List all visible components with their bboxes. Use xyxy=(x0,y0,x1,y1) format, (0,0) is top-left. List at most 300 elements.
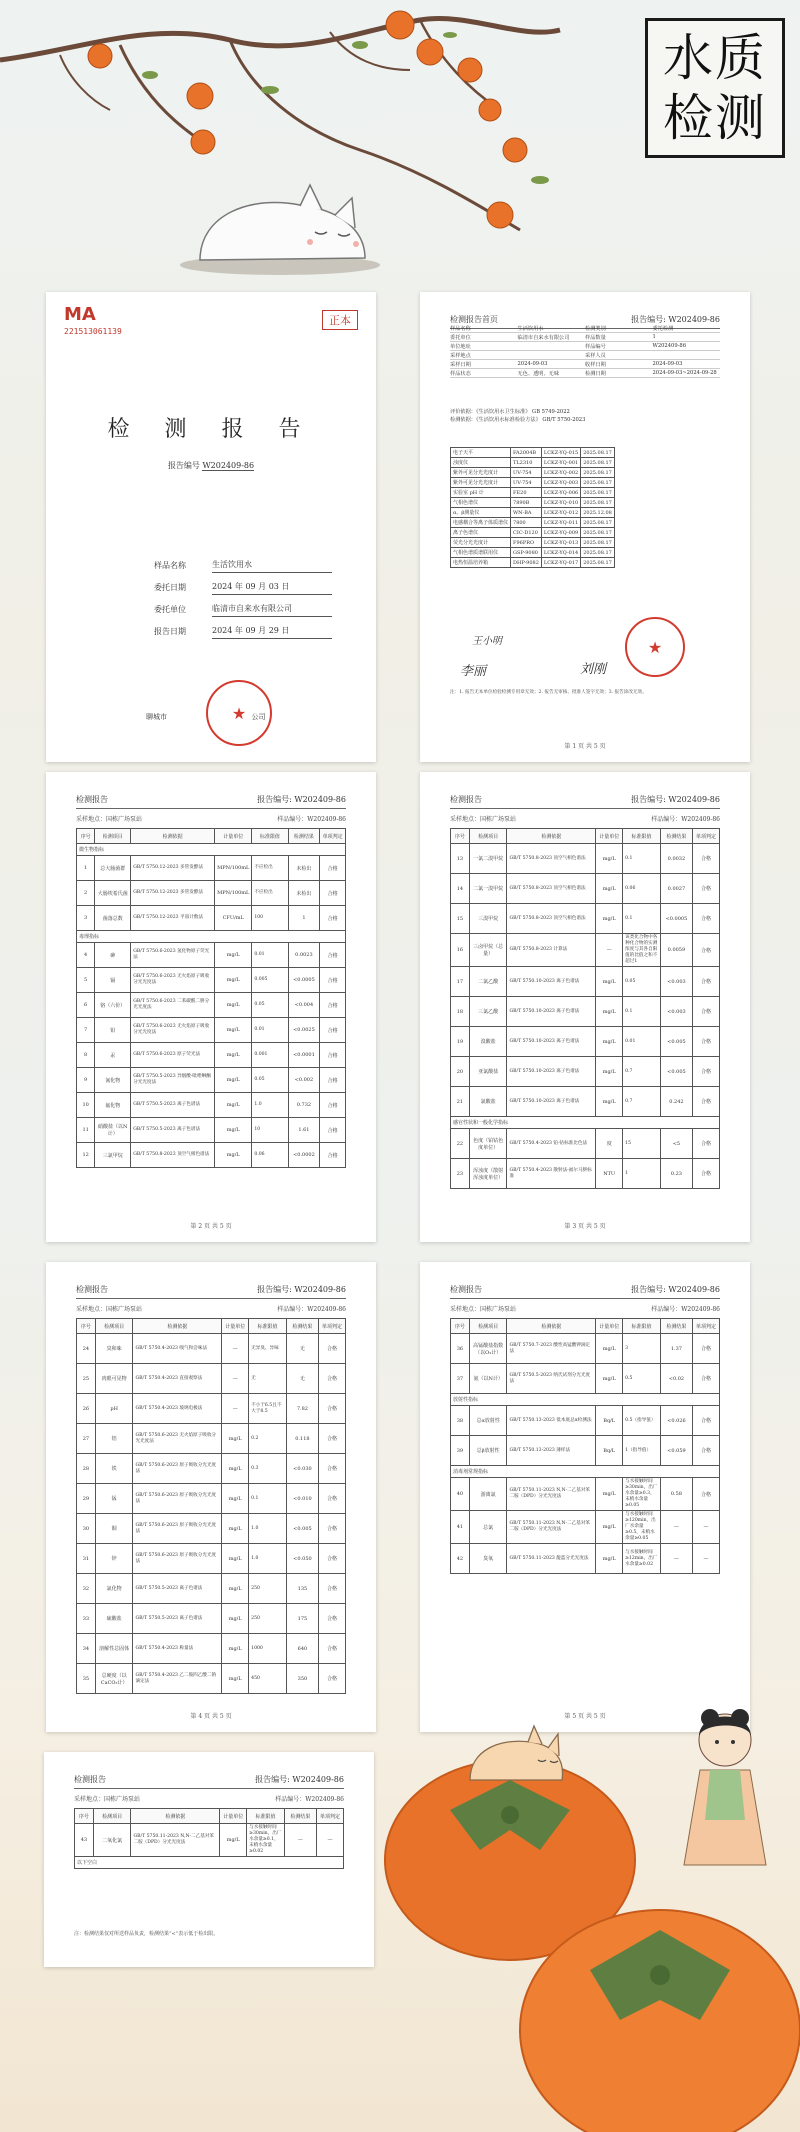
cell-no: 14 xyxy=(451,874,470,904)
cell-no: 36 xyxy=(451,1334,470,1364)
column-header: 计量单位 xyxy=(596,1319,623,1334)
cell-result: 7.82 xyxy=(286,1394,318,1424)
cell-result: — xyxy=(660,1511,692,1544)
cell-judge: 合格 xyxy=(319,1394,346,1424)
cell-method: GB/T 5750.6-2023 原子吸收分光光度法 xyxy=(133,1454,222,1484)
column-header: 检测项目 xyxy=(95,829,131,844)
cell-judge: 合格 xyxy=(693,904,720,934)
cell-method: GB/T 5750.11-2023 N,N-二乙基对苯二胺（DPD）分光光度法 xyxy=(507,1511,596,1544)
cell-limit: 1.0 xyxy=(249,1544,287,1574)
cell-no: 43 xyxy=(75,1824,94,1857)
company-tail: 公司 xyxy=(251,713,266,721)
cell-limit: 450 xyxy=(249,1664,287,1694)
cell-result: 无 xyxy=(286,1334,318,1364)
table-row xyxy=(451,1511,720,1544)
instrument-cell: 2025.08.17 xyxy=(581,478,615,488)
cell-limit: 无 xyxy=(249,1364,287,1394)
instrument-cell: UV-754 xyxy=(511,468,542,478)
official-seal: ★ xyxy=(206,680,272,746)
table-row xyxy=(77,1484,346,1514)
cell-unit: — xyxy=(222,1394,249,1424)
cell-unit: mg/L xyxy=(222,1544,249,1574)
cell-unit: 度 xyxy=(596,1129,623,1159)
cell-method: GB/T 5750.5-2023 离子色谱法 xyxy=(133,1604,222,1634)
cell-no: 37 xyxy=(451,1364,470,1394)
cell-limit: 0.001 xyxy=(252,1043,288,1068)
table-row xyxy=(77,856,346,881)
cell-limit: 0.5 xyxy=(623,1364,661,1394)
cell-no: 2 xyxy=(77,881,95,906)
cell-no: 6 xyxy=(77,993,95,1018)
info-cell: 采样地点 xyxy=(450,352,471,359)
instrument-cell: 气相色谱仪 xyxy=(451,498,511,508)
cell-result: <0.004 xyxy=(288,993,320,1018)
column-header: 标准限值 xyxy=(623,829,661,844)
column-header: 标准限值 xyxy=(247,1809,285,1824)
instrument-cell: FA2004B xyxy=(511,448,542,458)
table-row xyxy=(77,1454,346,1484)
doc-header-left: 检测报告 xyxy=(76,795,108,804)
cover-field-row xyxy=(154,576,332,598)
standards-block xyxy=(450,408,585,424)
sample-number: 样品编号：W202409-86 xyxy=(651,816,720,823)
cell-limit: 该类化合物中各种化合物的实测浓度与其各自限值的比值之和不超过1 xyxy=(623,934,661,967)
cell-unit: mg/L xyxy=(596,967,623,997)
cell-method: GB/T 5750.13-2023 低本底总α检测法 xyxy=(507,1406,596,1436)
cell-limit: 无异臭、异味 xyxy=(249,1334,287,1364)
table-row xyxy=(77,1093,346,1118)
instrument-cell: 紫外可见分光光度计 xyxy=(451,478,511,488)
cell-item: 总氯 xyxy=(469,1511,507,1544)
cell-unit: mg/L xyxy=(222,1484,249,1514)
cell-item: 总硬度（以CaCO₃计） xyxy=(95,1664,133,1694)
column-header: 检测依据 xyxy=(507,829,596,844)
cell-unit: mg/L xyxy=(596,904,623,934)
info-row xyxy=(450,342,720,351)
cell-judge: 合格 xyxy=(319,1544,346,1574)
cell-method: GB/T 5750.11-2023 N,N-二乙基对苯二胺（DPD）分光光度法 xyxy=(131,1824,220,1857)
cell-result: 0.58 xyxy=(660,1478,692,1511)
cell-result: 1.61 xyxy=(288,1118,320,1143)
cell-no: 25 xyxy=(77,1364,96,1394)
cell-limit: 0.06 xyxy=(623,874,661,904)
cell-limit: 1.0 xyxy=(249,1514,287,1544)
cell-limit: 0.1 xyxy=(623,997,661,1027)
instrument-cell: 7890B xyxy=(511,498,542,508)
cell-judge: 合格 xyxy=(320,943,346,968)
cat-on-persimmon-illustration xyxy=(460,1720,570,1790)
cell-judge: 合格 xyxy=(320,1118,346,1143)
cell-judge: 合格 xyxy=(320,1018,346,1043)
cell-unit: mg/L xyxy=(222,1454,249,1484)
cell-method: GB/T 5750.5-2023 离子色谱法 xyxy=(131,1118,215,1143)
cell-judge: 合格 xyxy=(320,1093,346,1118)
cell-judge: 合格 xyxy=(693,1406,720,1436)
doc-header xyxy=(450,794,720,809)
cell-method: GB/T 5750.10-2023 离子色谱法 xyxy=(507,1027,596,1057)
cell-result: <0.02 xyxy=(660,1364,692,1394)
table-header-row xyxy=(451,1319,720,1334)
cell-no: 28 xyxy=(77,1454,96,1484)
cell-no: 42 xyxy=(451,1544,470,1574)
column-header: 检测结果 xyxy=(660,1319,692,1334)
cell-limit: 0.5（指导值） xyxy=(623,1406,661,1436)
table-row xyxy=(451,1057,720,1087)
cell-method: GB/T 5750.4-2023 嗅气和尝味法 xyxy=(133,1334,222,1364)
results-table xyxy=(76,1318,346,1694)
info-cell: 样品状态 xyxy=(450,370,471,377)
cell-unit: mg/L xyxy=(222,1604,249,1634)
table-header-row xyxy=(451,829,720,844)
cell-result: <0.0005 xyxy=(660,904,692,934)
cell-result: 135 xyxy=(286,1574,318,1604)
doc-header xyxy=(76,794,346,809)
cell-unit: mg/L xyxy=(596,1544,623,1574)
instrument-row xyxy=(451,558,615,568)
cell-no: 22 xyxy=(451,1129,470,1159)
table-row xyxy=(451,904,720,934)
instrument-cell: LCKZ-YQ-010 xyxy=(541,498,580,508)
cell-item: 大肠埃希氏菌 xyxy=(95,881,131,906)
cell-method: GB/T 5750.6-2023 二苯碳酰二肼分光光度法 xyxy=(131,993,215,1018)
cell-unit: mg/L xyxy=(215,1068,252,1093)
instrument-cell: LCKZ-YQ-009 xyxy=(541,528,580,538)
cell-result: 0.0032 xyxy=(660,844,692,874)
doc-header-left: 检测报告 xyxy=(76,1285,108,1294)
signature-reviewer: 李丽 xyxy=(460,664,487,679)
doc-header-right: 报告编号: W202409-86 xyxy=(631,315,720,324)
cell-unit: mg/L xyxy=(222,1634,249,1664)
cell-result: <0.0025 xyxy=(288,1018,320,1043)
section-row xyxy=(451,1117,720,1129)
cell-method: GB/T 5750.5-2023 纳氏试剂分光光度法 xyxy=(507,1364,596,1394)
cell-item: 菌落总数 xyxy=(95,906,131,931)
cell-unit: mg/L xyxy=(596,844,623,874)
cell-item: 锌 xyxy=(95,1544,133,1574)
instrument-cell: FE20 xyxy=(511,488,542,498)
cover-field-row xyxy=(154,620,332,642)
instrument-cell: 电感耦合等离子体质谱仪 xyxy=(451,518,511,528)
cell-no: 20 xyxy=(451,1057,470,1087)
instrument-cell: LCKZ-YQ-011 xyxy=(541,518,580,528)
cell-judge: 合格 xyxy=(693,1436,720,1466)
cell-no: 1 xyxy=(77,856,95,881)
cell-method: GB/T 5750.7-2023 酸性高锰酸钾滴定法 xyxy=(507,1334,596,1364)
column-header: 单项判定 xyxy=(317,1809,344,1824)
cover-field-key: 委托日期 xyxy=(154,582,186,592)
column-header: 序号 xyxy=(451,829,470,844)
instrument-cell: CIC-D120 xyxy=(511,528,542,538)
cell-result: 350 xyxy=(286,1664,318,1694)
table-row xyxy=(77,1143,346,1168)
column-header: 计量单位 xyxy=(222,1319,249,1334)
report-page xyxy=(420,1262,750,1732)
results-table xyxy=(450,828,720,1189)
cell-limit: 0.01 xyxy=(623,1027,661,1057)
doc-header-left: 检测报告 xyxy=(450,795,482,804)
instrument-cell: LCKZ-YQ-006 xyxy=(541,488,580,498)
instrument-row xyxy=(451,508,615,518)
cell-item: 三溴甲烷 xyxy=(469,904,507,934)
cell-method: GB/T 5750.4-2023 称量法 xyxy=(133,1634,222,1664)
cell-unit: mg/L xyxy=(222,1514,249,1544)
table-row xyxy=(77,1514,346,1544)
table-row xyxy=(75,1824,344,1857)
cell-no: 40 xyxy=(451,1478,470,1511)
column-header: 检测依据 xyxy=(131,1809,220,1824)
column-header: 序号 xyxy=(77,1319,96,1334)
table-header-row xyxy=(75,1809,344,1824)
cell-limit: 0.1 xyxy=(623,904,661,934)
cell-no: 32 xyxy=(77,1574,96,1604)
cell-item: 臭氧 xyxy=(469,1544,507,1574)
cell-unit: mg/L xyxy=(215,943,252,968)
instrument-cell: F96PRO xyxy=(511,538,542,548)
cell-item: 氟化物 xyxy=(95,1093,131,1118)
cell-result: 0.0059 xyxy=(660,934,692,967)
instrument-cell: LCKZ-YQ-012 xyxy=(541,508,580,518)
instrument-row xyxy=(451,468,615,478)
doc-subheader xyxy=(450,1304,720,1314)
cell-judge: 合格 xyxy=(320,856,346,881)
cell-judge: 合格 xyxy=(320,906,346,931)
cell-method: GB/T 5750.8-2023 顶空气相色谱法 xyxy=(507,844,596,874)
cell-limit: 0.01 xyxy=(252,943,288,968)
report-page xyxy=(46,772,376,1242)
instrument-row xyxy=(451,498,615,508)
doc-subheader xyxy=(76,1304,346,1314)
cell-unit: — xyxy=(222,1364,249,1394)
info-cell: 2024-09-03 xyxy=(652,361,683,367)
cell-method: GB/T 5750.6-2023 无火焰原子吸收分光光度法 xyxy=(133,1424,222,1454)
table-row xyxy=(77,1604,346,1634)
table-row xyxy=(77,1664,346,1694)
original-stamp: 正本 xyxy=(322,310,358,330)
cell-item: 锰 xyxy=(95,1484,133,1514)
doc-header-left: 检测报告首页 xyxy=(450,315,498,324)
column-header: 标准限值 xyxy=(623,1319,661,1334)
cell-result: 0.0023 xyxy=(288,943,320,968)
cell-judge: 合格 xyxy=(319,1424,346,1454)
cell-no: 18 xyxy=(451,997,470,1027)
cell-no: 33 xyxy=(77,1604,96,1634)
instrument-cell: 电子天平 xyxy=(451,448,511,458)
cell-limit: 0.01 xyxy=(252,1018,288,1043)
cell-limit: 10 xyxy=(252,1118,288,1143)
table-row xyxy=(77,968,346,993)
column-header: 检测依据 xyxy=(507,1319,596,1334)
instrument-cell: 2025.08.17 xyxy=(581,488,615,498)
cell-item: 镉 xyxy=(95,968,131,993)
info-cell: W202409-86 xyxy=(652,343,686,349)
cell-no: 39 xyxy=(451,1436,470,1466)
cell-method: GB/T 5750.11-2023 N,N-二乙基对苯二胺（DPD）分光光度法 xyxy=(507,1478,596,1511)
table-row xyxy=(77,943,346,968)
sampling-location: 采样地点：国栋广场泵站 xyxy=(76,1306,143,1313)
report-no-label: 报告编号 xyxy=(167,461,200,470)
column-header: 单项判定 xyxy=(693,829,720,844)
cell-no: 3 xyxy=(77,906,95,931)
cell-judge: 合格 xyxy=(693,1129,720,1159)
cell-unit: mg/L xyxy=(215,1043,252,1068)
cell-limit: 1 xyxy=(623,1159,661,1189)
blank-row xyxy=(75,1857,344,1869)
table-row xyxy=(451,967,720,997)
title-line-1: 水质 xyxy=(663,29,767,87)
cell-method: GB/T 5750.10-2023 离子色谱法 xyxy=(507,997,596,1027)
column-header: 单项判定 xyxy=(319,1319,346,1334)
column-header: 序号 xyxy=(77,829,95,844)
instrument-cell: 2025.08.17 xyxy=(581,458,615,468)
cell-no: 15 xyxy=(451,904,470,934)
instrument-row xyxy=(451,538,615,548)
table-row xyxy=(451,1087,720,1117)
cell-item: 氨（以N计） xyxy=(469,1364,507,1394)
table-row xyxy=(451,1406,720,1436)
cell-item: 氯化物 xyxy=(95,1574,133,1604)
cell-method: GB/T 5750.6-2023 无火焰原子吸收分光光度法 xyxy=(131,1018,215,1043)
cell-item: 二氯乙酸 xyxy=(469,967,507,997)
cell-item: 总大肠菌群 xyxy=(95,856,131,881)
cell-item: 铜 xyxy=(95,1514,133,1544)
cell-result: <0.005 xyxy=(660,1027,692,1057)
cell-judge: 合格 xyxy=(693,1057,720,1087)
cell-judge: 合格 xyxy=(693,1087,720,1117)
table-row xyxy=(77,1544,346,1574)
cell-judge: 合格 xyxy=(319,1484,346,1514)
cell-result: 0.0027 xyxy=(660,874,692,904)
cell-judge: 合格 xyxy=(319,1604,346,1634)
instrument-cell: 实验室 pH 计 xyxy=(451,488,511,498)
cell-item: 亚氯酸盐 xyxy=(469,1057,507,1087)
cell-limit: 与水接触时间≥30min，出厂水余量≥0.1，末梢水余量≥0.02 xyxy=(247,1824,285,1857)
girl-illustration xyxy=(670,1700,780,1870)
column-header: 序号 xyxy=(451,1319,470,1334)
cell-unit: Bq/L xyxy=(596,1436,623,1466)
info-row xyxy=(450,333,720,342)
instrument-row xyxy=(451,548,615,558)
info-cell: 样品编号 xyxy=(585,343,606,350)
page-number: 第 5 页 共 5 页 xyxy=(564,1713,606,1720)
cell-no: 26 xyxy=(77,1394,96,1424)
report-no-value: W202409-86 xyxy=(202,461,255,470)
cell-no: 41 xyxy=(451,1511,470,1544)
cell-item: 氯酸盐 xyxy=(469,1087,507,1117)
cell-result: 未检出 xyxy=(288,856,320,881)
cell-judge: 合格 xyxy=(320,1068,346,1093)
info-cell: 采样日期 xyxy=(450,361,471,368)
table-row xyxy=(451,1129,720,1159)
cell-unit: mg/L xyxy=(596,1334,623,1364)
cell-judge: 合格 xyxy=(693,1027,720,1057)
cell-method: GB/T 5750.6-2023 原子吸收分光光度法 xyxy=(133,1514,222,1544)
cell-item: 三卤甲烷（总量） xyxy=(469,934,507,967)
cell-item: 氰化物 xyxy=(95,1068,131,1093)
info-row xyxy=(450,351,720,360)
cell-no: 4 xyxy=(77,943,95,968)
cell-item: 游离氯 xyxy=(469,1478,507,1511)
cell-judge: — xyxy=(693,1511,720,1544)
table-row xyxy=(77,1424,346,1454)
column-header: 单项判定 xyxy=(320,829,346,844)
instrument-cell: LCKZ-YQ-017 xyxy=(541,558,580,568)
table-header-row xyxy=(77,829,346,844)
cell-item: 铬（六价） xyxy=(95,993,131,1018)
cell-judge: 合格 xyxy=(320,968,346,993)
cell-item: 铅 xyxy=(95,1018,131,1043)
cell-unit: mg/L xyxy=(596,1057,623,1087)
cell-unit: mg/L xyxy=(596,1087,623,1117)
doc-header-right: 报告编号: W202409-86 xyxy=(257,1285,346,1294)
instrument-cell: 2025.08.17 xyxy=(581,518,615,528)
column-header: 计量单位 xyxy=(215,829,252,844)
cell-item: 铝 xyxy=(95,1424,133,1454)
sleeping-cat-illustration xyxy=(170,170,390,280)
cell-method: GB/T 5750.12-2023 多管发酵法 xyxy=(131,881,215,906)
info-cell: 2024-09-03~2024-09-28 xyxy=(652,370,717,376)
cell-judge: 合格 xyxy=(319,1514,346,1544)
cell-judge: 合格 xyxy=(693,967,720,997)
instrument-cell: LCKZ-YQ-014 xyxy=(541,548,580,558)
cell-result: 1 xyxy=(288,906,320,931)
doc-header-left: 检测报告 xyxy=(450,1285,482,1294)
cell-limit: 0.005 xyxy=(252,968,288,993)
cell-limit: 0.05 xyxy=(623,967,661,997)
cell-limit: 0.05 xyxy=(252,1068,288,1093)
cell-no: 21 xyxy=(451,1087,470,1117)
report-page xyxy=(44,1752,374,1967)
instrument-cell: LCKZ-YQ-001 xyxy=(541,458,580,468)
cover-field-value: 2024 年 09 月 29 日 xyxy=(212,624,332,639)
instrument-cell: 7800 xyxy=(511,518,542,528)
cell-result: 0.118 xyxy=(286,1424,318,1454)
cell-result: 0.242 xyxy=(660,1087,692,1117)
instrument-cell: 2025.08.17 xyxy=(581,538,615,548)
instrument-row xyxy=(451,518,615,528)
cell-unit: MPN/100mL xyxy=(215,881,252,906)
cell-method: GB/T 5750.5-2023 异烟酸-吡唑啉酮分光光度法 xyxy=(131,1068,215,1093)
sample-number: 样品编号：W202409-86 xyxy=(275,1796,344,1803)
cell-unit: mg/L xyxy=(222,1424,249,1454)
cell-item: 二氧化氯 xyxy=(93,1824,131,1857)
cover-field-value: 生活饮用水 xyxy=(212,558,332,573)
column-header: 序号 xyxy=(75,1809,94,1824)
instrument-cell: LCKZ-YQ-015 xyxy=(541,448,580,458)
sample-info-block xyxy=(450,324,720,378)
cell-result: <0.0001 xyxy=(288,1043,320,1068)
cell-limit: 3 xyxy=(623,1334,661,1364)
cma-number: 221513061139 xyxy=(64,327,122,336)
section-row xyxy=(451,1466,720,1478)
column-header: 检测结果 xyxy=(284,1809,316,1824)
cell-unit: NTU xyxy=(596,1159,623,1189)
cell-no: 13 xyxy=(451,844,470,874)
doc-subheader xyxy=(450,814,720,824)
cell-result: — xyxy=(284,1824,316,1857)
cma-label: MA xyxy=(64,304,96,325)
cell-result: <0.003 xyxy=(660,997,692,1027)
info-row xyxy=(450,324,720,333)
instrument-cell: LCKZ-YQ-013 xyxy=(541,538,580,548)
table-row xyxy=(77,1334,346,1364)
cell-limit: 15 xyxy=(623,1129,661,1159)
table-row xyxy=(77,1043,346,1068)
cell-item: 溴酸盐 xyxy=(469,1027,507,1057)
cell-unit: mg/L xyxy=(222,1574,249,1604)
cell-no: 10 xyxy=(77,1093,95,1118)
info-cell: 1 xyxy=(652,334,656,340)
cover-field-key: 委托单位 xyxy=(154,604,186,614)
